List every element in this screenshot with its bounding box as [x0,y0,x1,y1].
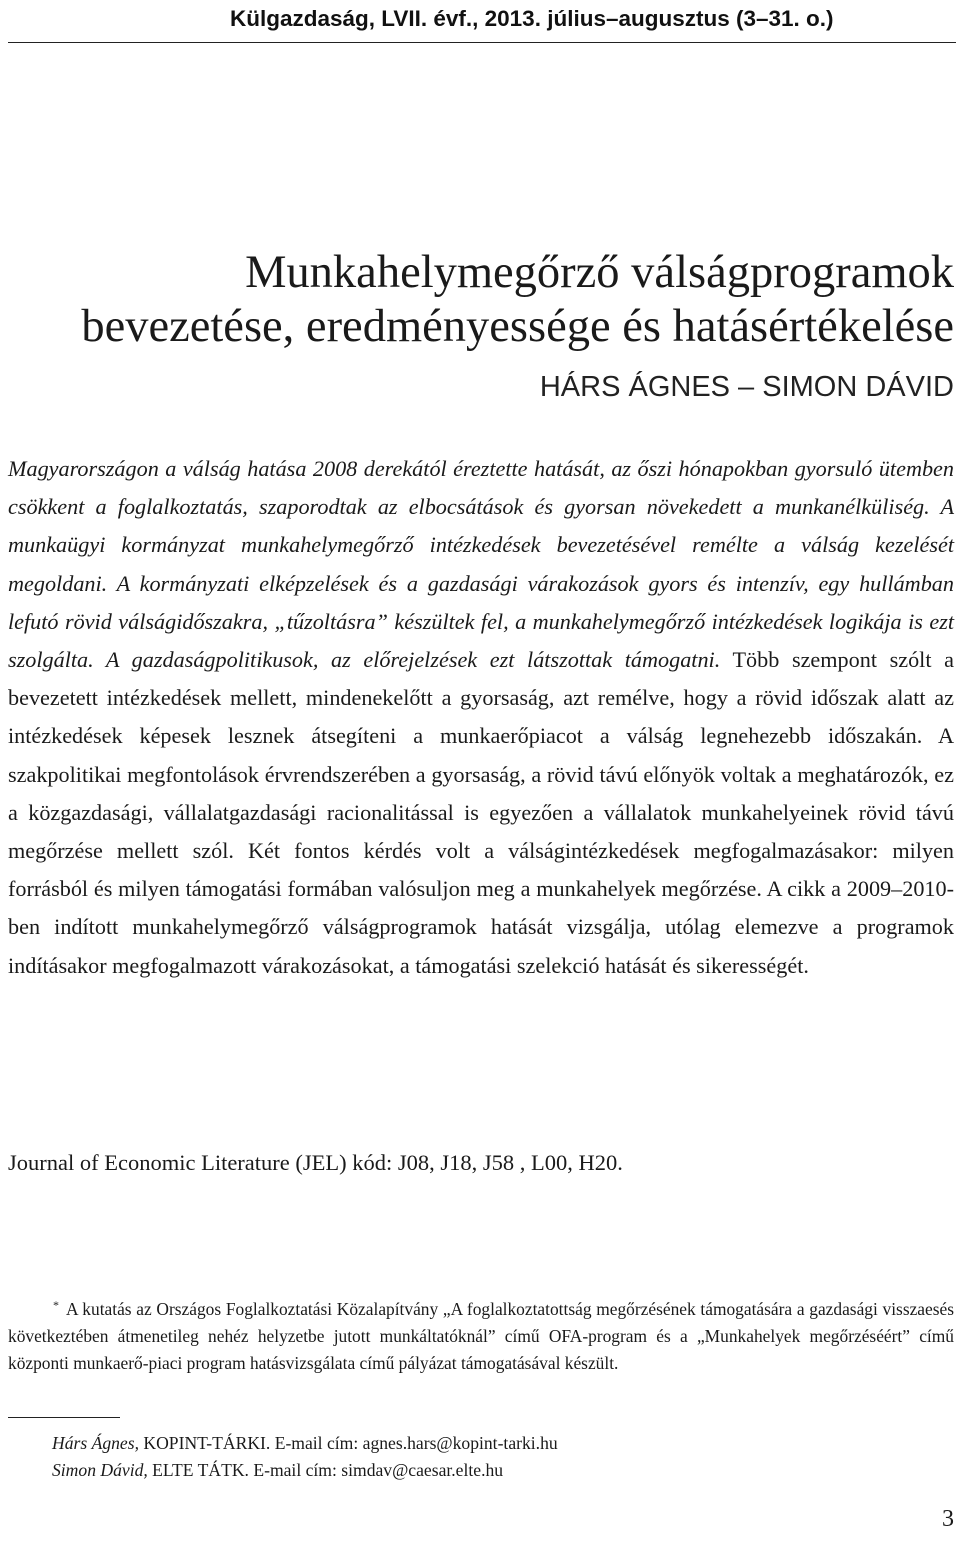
affiliation-details: KOPINT-TÁRKI. E-mail cím: agnes.hars@kopint-tarki.hu [139,1433,558,1453]
running-head: Külgazdaság, LVII. évf., 2013. július–augusztus (3–31. o.) [230,6,834,31]
affiliation-details: ELTE TÁTK. E-mail cím: simdav@caesar.elte.hu [147,1460,504,1480]
footnote-marker: * [53,1298,59,1312]
affiliation-simon [52,1457,558,1484]
page-number: 3 [942,1506,954,1532]
footnote-divider [8,1417,120,1418]
affiliation-hars [52,1430,558,1457]
abstract-regular-text: Több szempont szólt a bevezetett intézkedések mellett, mindenekelőtt a gyorsaság, azt remélve, hogy a rövid időszak alatt az intézkedések képesek lesznek átsegíteni a munkaerőpiacot a válság legnehezebb időszakán. A szakpolitikai megfontolások érvrendszerében a gyorsaság, a rövid távú előnyök voltak a meghatározók, ez a közgazdasági, vállalatgazdasági racionalitással is egyezően a vállalatok munkahelyeinek rövid távú megőrzése mellett szól. Két fontos kérdés volt a válságintézkedések megfogalmazásakor: milyen forrásból és milyen támogatási formában valósuljon meg a munkahelyek megőrzése. A cikk a 2009–2010-ben indított munkahelymegőrző válságprogramok hatását vizsgálja, utólag elemezve a programok indításakor megfogalmazott várakozásokat, a támogatási szelekció hatását és sikerességét. [8,647,954,978]
header-divider [8,42,956,43]
title-line-1: Munkahelymegőrző válságprogramok [245,247,954,298]
article-title [2,246,954,354]
abstract [8,450,954,985]
author-name: Hárs Ágnes, [52,1433,139,1453]
footnote-text: A kutatás az Országos Foglalkoztatási Közalapítvány „A foglalkoztatottság megőrzésének támogatására a gazdasági visszaesés következtében átmenetileg nehéz helyzetbe jutott munkáltatóknál” című OFA-program és a „Munkahelyek megőrzéséért” című központi munkaerő-piaci program hatásvizsgálata című pályázat támogatásával készült. [8,1299,954,1373]
author-list: HÁRS ÁGNES – SIMON DÁVID [539,371,954,403]
title-line-2: bevezetése, eredményessége és hatásértékelése [81,301,954,352]
footnote [8,1292,954,1377]
author-name: Simon Dávid, [52,1460,148,1480]
author-affiliations [52,1430,558,1484]
jel-codes: Journal of Economic Literature (JEL) kód: J08, J18, J58 , L00, H20. [8,1150,623,1175]
abstract-italic-text: Magyarországon a válság hatása 2008 derekától éreztette hatását, az őszi hónapokban gyorsuló ütemben csökkent a foglalkoztatás, szaporodtak az elbocsátások és gyorsan növekedett a munkanélküliség. A munkaügyi kormányzat munkahelymegőrző intézkedések bevezetésével remélte a válság kezelését megoldani. A kormányzati elképzelések és a gazdasági várakozások gyors és intenzív, egy hullámban lefutó rövid válságidőszakra, „tűzoltásra” készültek fel, a munkahelymegőrző intézkedések logikája is ezt szolgálta. A gazdaságpolitikusok, az előrejelzések ezt látszottak támogatni. [8,456,954,673]
